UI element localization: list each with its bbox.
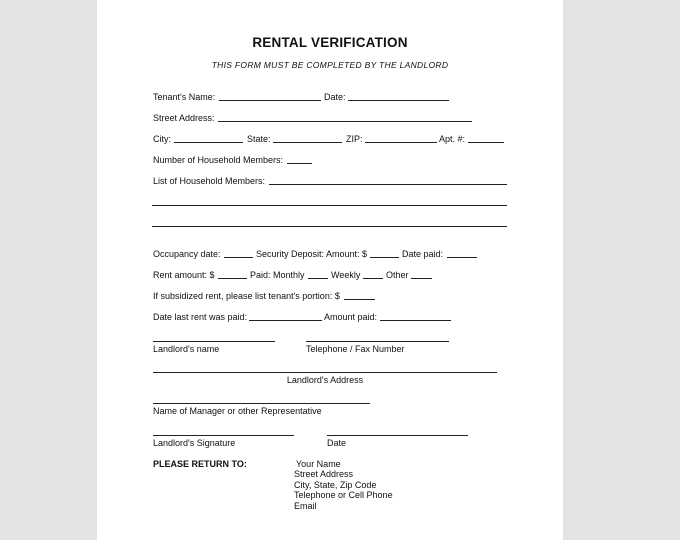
zip-field[interactable] [365,142,437,143]
subsidized-label: If subsidized rent, please list tenant's portion: $ [153,291,340,301]
household-count-label: Number of Household Members: [153,155,284,165]
signature-date-line[interactable] [327,435,468,436]
state-field[interactable] [273,142,342,143]
form-title: RENTAL VERIFICATION [252,35,408,50]
amount-paid-field[interactable] [380,320,451,321]
return-phone: Telephone or Cell Phone [294,490,393,500]
weekly-field[interactable] [363,278,383,279]
tenant-name-label: Tenant's Name: [153,92,216,102]
tenant-name-field[interactable] [219,100,321,101]
return-city-state-zip: City, State, Zip Code [294,480,377,490]
landlord-name-label: Landlord's name [153,344,220,354]
landlord-address-line[interactable] [153,372,497,373]
occupancy-date-label: Occupancy date: [153,249,221,259]
household-list-field-2[interactable] [152,205,507,206]
signature-date-label: Date [327,438,347,448]
date-last-rent-label: Date last rent was paid: [153,312,248,322]
street-address-field[interactable] [218,121,472,122]
return-to-label: PLEASE RETURN TO: [153,459,247,469]
manager-label: Name of Manager or other Representative [153,406,322,416]
telephone-fax-label: Telephone / Fax Number [306,344,405,354]
return-email: Email [294,501,317,511]
telephone-fax-line[interactable] [306,341,449,342]
landlord-name-line[interactable] [153,341,275,342]
city-label: City: [153,134,171,144]
occupancy-date-field[interactable] [224,257,253,258]
manager-line[interactable] [153,403,370,404]
date-label: Date: [324,92,346,102]
return-street: Street Address [294,469,354,479]
paid-monthly-label: Paid: Monthly [250,270,305,280]
subsidized-field[interactable] [344,299,375,300]
amount-paid-label: Amount paid: [324,312,378,322]
street-address-label: Street Address: [153,113,215,123]
other-field[interactable] [411,278,432,279]
apt-field[interactable] [468,142,504,143]
landlord-signature-label: Landlord's Signature [153,438,236,448]
state-label: State: [247,134,271,144]
household-list-field-1[interactable] [269,184,507,185]
form-page [97,0,563,540]
rent-amount-field[interactable] [218,278,247,279]
security-deposit-field[interactable] [370,257,399,258]
other-label: Other [386,270,409,280]
date-paid-label: Date paid: [402,249,444,259]
date-paid-field[interactable] [447,257,477,258]
apt-label: Apt. #: [439,134,466,144]
zip-label: ZIP: [346,134,363,144]
household-list-field-3[interactable] [152,226,507,227]
form-subtitle: THIS FORM MUST BE COMPLETED BY THE LANDLORD [211,60,449,70]
date-field[interactable] [348,100,449,101]
landlord-signature-line[interactable] [153,435,294,436]
security-deposit-label: Security Deposit: Amount: $ [256,249,368,259]
household-list-label: List of Household Members: [153,176,266,186]
household-count-field[interactable] [287,163,312,164]
date-last-rent-field[interactable] [249,320,322,321]
city-field[interactable] [174,142,243,143]
return-name: Your Name [296,459,341,469]
landlord-address-label: Landlord's Address [286,375,364,385]
paid-monthly-field[interactable] [308,278,328,279]
rent-amount-label: Rent amount: $ [153,270,215,280]
weekly-label: Weekly [331,270,361,280]
